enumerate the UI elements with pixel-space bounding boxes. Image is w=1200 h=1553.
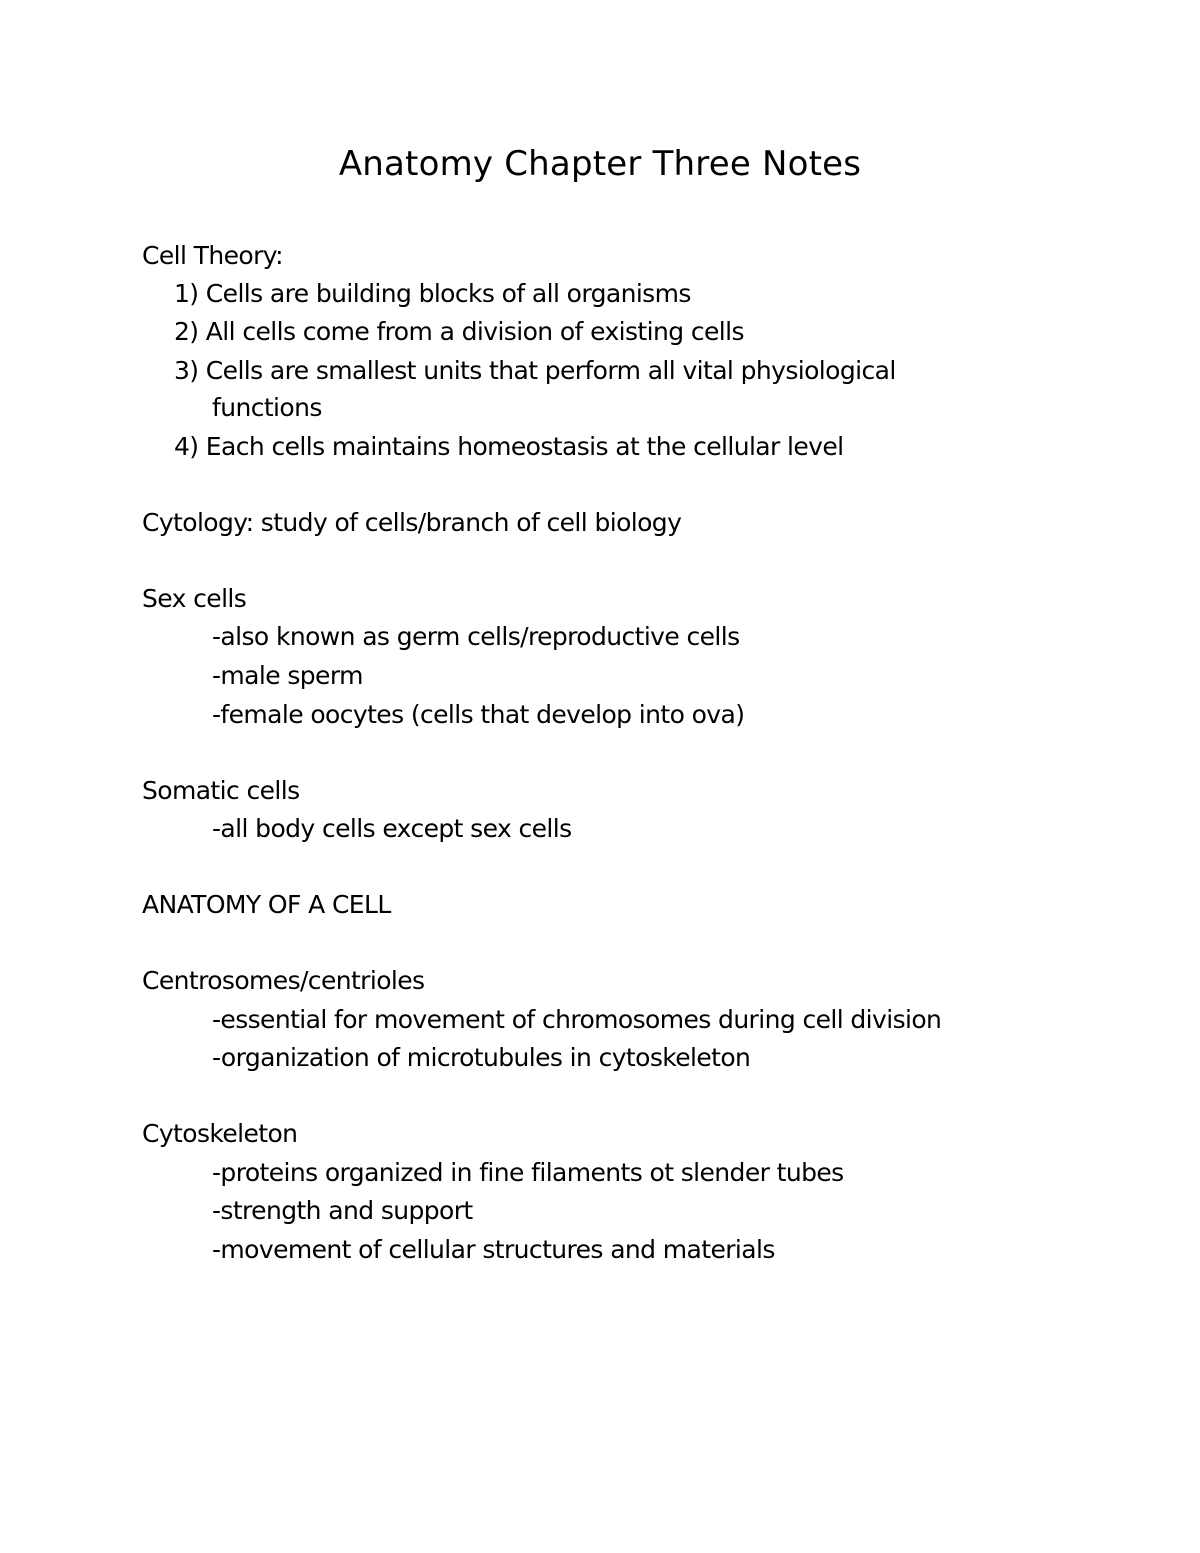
cytoskeleton-heading: Cytoskeleton [142, 1119, 298, 1148]
cell-theory-item-continuation: functions [212, 393, 322, 422]
sex-cells-heading: Sex cells [142, 584, 247, 613]
anatomy-of-a-cell-heading: ANATOMY OF A CELL [142, 890, 391, 919]
cell-theory-item: 1) Cells are building blocks of all organisms [174, 279, 691, 308]
somatic-cells-item: -all body cells except sex cells [212, 814, 572, 843]
cell-theory-item: 2) All cells come from a division of existing cells [174, 317, 744, 346]
sex-cells-item: -male sperm [212, 661, 363, 690]
centrosomes-item: -organization of microtubules in cytoskeleton [212, 1043, 751, 1072]
sex-cells-item: -female oocytes (cells that develop into ova) [212, 700, 745, 729]
cell-theory-heading: Cell Theory: [142, 241, 283, 270]
page-title: Anatomy Chapter Three Notes [338, 144, 862, 184]
sex-cells-item: -also known as germ cells/reproductive cells [212, 622, 740, 651]
cell-theory-item: 4) Each cells maintains homeostasis at the cellular level [174, 432, 844, 461]
centrosomes-heading: Centrosomes/centrioles [142, 966, 425, 995]
cell-theory-item: 3) Cells are smallest units that perform all vital physiological [174, 356, 896, 385]
cytology-definition: Cytology: study of cells/branch of cell biology [142, 508, 682, 537]
cytoskeleton-item: -strength and support [212, 1196, 473, 1225]
centrosomes-item: -essential for movement of chromosomes during cell division [212, 1005, 942, 1034]
cytoskeleton-item: -proteins organized in fine filaments ot slender tubes [212, 1158, 844, 1187]
cytoskeleton-item: -movement of cellular structures and materials [212, 1235, 775, 1264]
somatic-cells-heading: Somatic cells [142, 776, 300, 805]
